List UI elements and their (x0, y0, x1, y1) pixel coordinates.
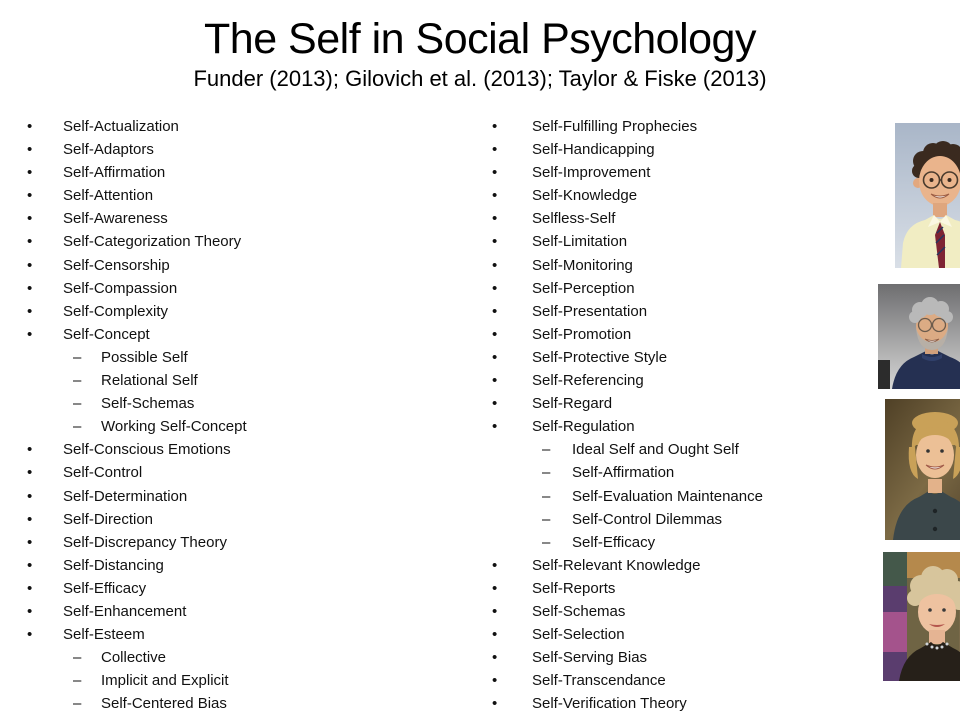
portrait-photo-2-graphic (878, 284, 960, 389)
dash-marker: – (542, 510, 551, 528)
item-label: Self-Affirmation (572, 464, 675, 482)
dash-marker: – (73, 672, 82, 690)
item-label: Self-Esteem (63, 626, 145, 644)
bullet-marker: • (492, 210, 498, 228)
sub-bullet-item (492, 438, 832, 461)
bullet-item (27, 184, 477, 207)
item-label: Self-Attention (63, 187, 154, 205)
portrait-photo-3-graphic (885, 399, 960, 540)
item-label: Self-Distancing (63, 556, 164, 574)
bullet-item (492, 692, 832, 715)
sub-bullet-item (492, 485, 832, 508)
bullet-marker: • (492, 348, 498, 366)
item-label: Self-Schemas (532, 602, 626, 620)
bullet-item (492, 184, 832, 207)
bullet-item (27, 230, 477, 253)
bullet-marker: • (492, 626, 498, 644)
bullet-marker: • (492, 649, 498, 667)
dash-marker: – (542, 533, 551, 551)
slide-header (0, 16, 960, 92)
item-label: Self-Affirmation (63, 164, 166, 182)
bullet-marker: • (27, 487, 33, 505)
item-label: Self-Concept (63, 325, 150, 343)
item-label: Self-Efficacy (63, 579, 147, 597)
bullet-marker: • (27, 256, 33, 274)
bullet-item (27, 554, 477, 577)
item-label: Relational Self (101, 372, 198, 390)
bullet-item (492, 623, 832, 646)
bullet-item (27, 600, 477, 623)
bullet-item (492, 230, 832, 253)
sub-bullet-item (27, 646, 477, 669)
item-label: Selfless-Self (532, 210, 616, 228)
dash-marker: – (73, 695, 82, 713)
bullet-marker: • (492, 256, 498, 274)
bullet-item (492, 577, 832, 600)
bullet-item (492, 415, 832, 438)
bullet-marker: • (492, 418, 498, 436)
bullet-item (27, 277, 477, 300)
bullet-item (27, 531, 477, 554)
bullet-marker: • (27, 510, 33, 528)
item-label: Self-Discrepancy Theory (63, 533, 227, 551)
bullet-item (492, 600, 832, 623)
item-label: Self-Efficacy (572, 533, 656, 551)
bullet-marker: • (27, 464, 33, 482)
item-label: Self-Handicapping (532, 141, 655, 159)
dash-marker: – (542, 441, 551, 459)
bullet-item (492, 161, 832, 184)
dash-marker: – (542, 487, 551, 505)
bullet-item (27, 485, 477, 508)
bullet-item (492, 254, 832, 277)
bullet-item (27, 115, 477, 138)
slide-subtitle: Funder (2013); Gilovich et al. (2013); Taylor & Fiske (2013) (193, 66, 767, 91)
item-label: Self-Regard (532, 395, 613, 413)
dash-marker: – (73, 395, 82, 413)
bullet-marker: • (492, 556, 498, 574)
term-list-right (492, 115, 832, 715)
bullet-item (27, 461, 477, 484)
item-label: Self-Fulfilling Prophecies (532, 118, 698, 135)
item-label: Self-Selection (532, 626, 625, 644)
item-label: Self-Centered Bias (101, 695, 227, 713)
bullet-item (492, 346, 832, 369)
item-label: Possible Self (101, 348, 188, 366)
item-label: Self-Limitation (532, 233, 628, 251)
item-label: Self-Control Dilemmas (572, 510, 723, 528)
portrait-photo-4-graphic (883, 552, 960, 681)
sub-bullet-item (492, 461, 832, 484)
bullet-marker: • (27, 302, 33, 320)
bullet-marker: • (27, 556, 33, 574)
bullet-item (27, 623, 477, 646)
bullet-item (492, 138, 832, 161)
sub-bullet-item (27, 346, 477, 369)
slide-title: The Self in Social Psychology (204, 15, 756, 63)
item-label: Self-Actualization (63, 118, 179, 135)
bullet-marker: • (492, 395, 498, 413)
bullet-marker: • (27, 441, 33, 459)
bullet-marker: • (492, 233, 498, 251)
item-label: Self-Verification Theory (532, 695, 687, 713)
dash-marker: – (73, 348, 82, 366)
sub-bullet-item (27, 415, 477, 438)
bullet-item (27, 508, 477, 531)
bullet-item (492, 392, 832, 415)
portrait-photo-1 (895, 123, 960, 268)
item-label: Self-Protective Style (532, 348, 668, 366)
bullet-marker: • (492, 325, 498, 343)
item-label: Self-Transcendance (532, 672, 666, 690)
item-label: Self-Serving Bias (532, 649, 648, 667)
sub-bullet-item (27, 392, 477, 415)
bullet-item (492, 323, 832, 346)
term-list-left (27, 115, 477, 715)
bullet-marker: • (27, 210, 33, 228)
bullet-marker: • (492, 579, 498, 597)
bullet-item (492, 277, 832, 300)
item-label: Ideal Self and Ought Self (572, 441, 739, 459)
bullet-marker: • (492, 672, 498, 690)
item-label: Self-Direction (63, 510, 154, 528)
portrait-photo-3 (885, 399, 960, 540)
item-label: Self-Adaptors (63, 141, 154, 159)
item-label: Self-Monitoring (532, 256, 633, 274)
bullet-item (27, 254, 477, 277)
sub-bullet-item (27, 692, 477, 715)
bullet-item (492, 669, 832, 692)
item-label: Self-Regulation (532, 418, 635, 436)
bullet-item (492, 207, 832, 230)
bullet-marker: • (27, 187, 33, 205)
bullet-marker: • (492, 164, 498, 182)
item-label: Self-Referencing (532, 372, 644, 390)
bullet-marker: • (492, 372, 498, 390)
item-label: Self-Enhancement (63, 602, 187, 620)
bullet-item (27, 161, 477, 184)
bullet-item (27, 323, 477, 346)
bullet-marker: • (492, 279, 498, 297)
item-label: Collective (101, 649, 167, 667)
bullet-marker: • (27, 279, 33, 297)
bullet-marker: • (492, 118, 498, 135)
bullet-item (492, 646, 832, 669)
bullet-marker: • (492, 187, 498, 205)
bullet-item (27, 138, 477, 161)
item-label: Self-Conscious Emotions (63, 441, 231, 459)
bullet-item (27, 207, 477, 230)
item-label: Self-Reports (532, 579, 616, 597)
item-label: Self-Knowledge (532, 187, 638, 205)
bullet-marker: • (492, 602, 498, 620)
bullet-item (27, 438, 477, 461)
item-label: Self-Evaluation Maintenance (572, 487, 763, 505)
item-label: Self-Complexity (63, 302, 169, 320)
bullet-item (492, 115, 832, 138)
sub-bullet-item (492, 508, 832, 531)
bullet-marker: • (27, 602, 33, 620)
bullet-marker: • (27, 233, 33, 251)
bullet-marker: • (27, 118, 33, 135)
item-label: Self-Perception (532, 279, 635, 297)
sub-bullet-item (492, 531, 832, 554)
dash-marker: – (73, 418, 82, 436)
item-label: Self-Determination (63, 487, 188, 505)
bullet-marker: • (27, 533, 33, 551)
bullet-marker: • (27, 141, 33, 159)
bullet-marker: • (27, 164, 33, 182)
bullet-item (27, 300, 477, 323)
portrait-photo-2 (878, 284, 960, 389)
bullet-marker: • (27, 325, 33, 343)
bullet-marker: • (492, 695, 498, 713)
item-label: Self-Censorship (63, 256, 170, 274)
item-label: Self-Presentation (532, 302, 648, 320)
item-label: Self-Relevant Knowledge (532, 556, 701, 574)
bullet-item (492, 369, 832, 392)
bullet-marker: • (492, 302, 498, 320)
bullet-item (27, 577, 477, 600)
item-label: Self-Promotion (532, 325, 632, 343)
item-label: Self-Awareness (63, 210, 168, 228)
dash-marker: – (73, 649, 82, 667)
dash-marker: – (542, 464, 551, 482)
sub-bullet-item (27, 669, 477, 692)
item-label: Self-Control (63, 464, 143, 482)
item-label: Working Self-Concept (101, 418, 247, 436)
item-label: Self-Compassion (63, 279, 178, 297)
portrait-photo-4 (883, 552, 960, 681)
item-label: Self-Categorization Theory (63, 233, 242, 251)
bullet-item (492, 300, 832, 323)
sub-bullet-item (27, 369, 477, 392)
bullet-marker: • (27, 579, 33, 597)
bullet-item (492, 554, 832, 577)
item-label: Self-Schemas (101, 395, 195, 413)
item-label: Self-Improvement (532, 164, 651, 182)
dash-marker: – (73, 372, 82, 390)
portrait-photo-1-graphic (895, 123, 960, 268)
bullet-marker: • (492, 141, 498, 159)
item-label: Implicit and Explicit (101, 672, 229, 690)
bullet-marker: • (27, 626, 33, 644)
